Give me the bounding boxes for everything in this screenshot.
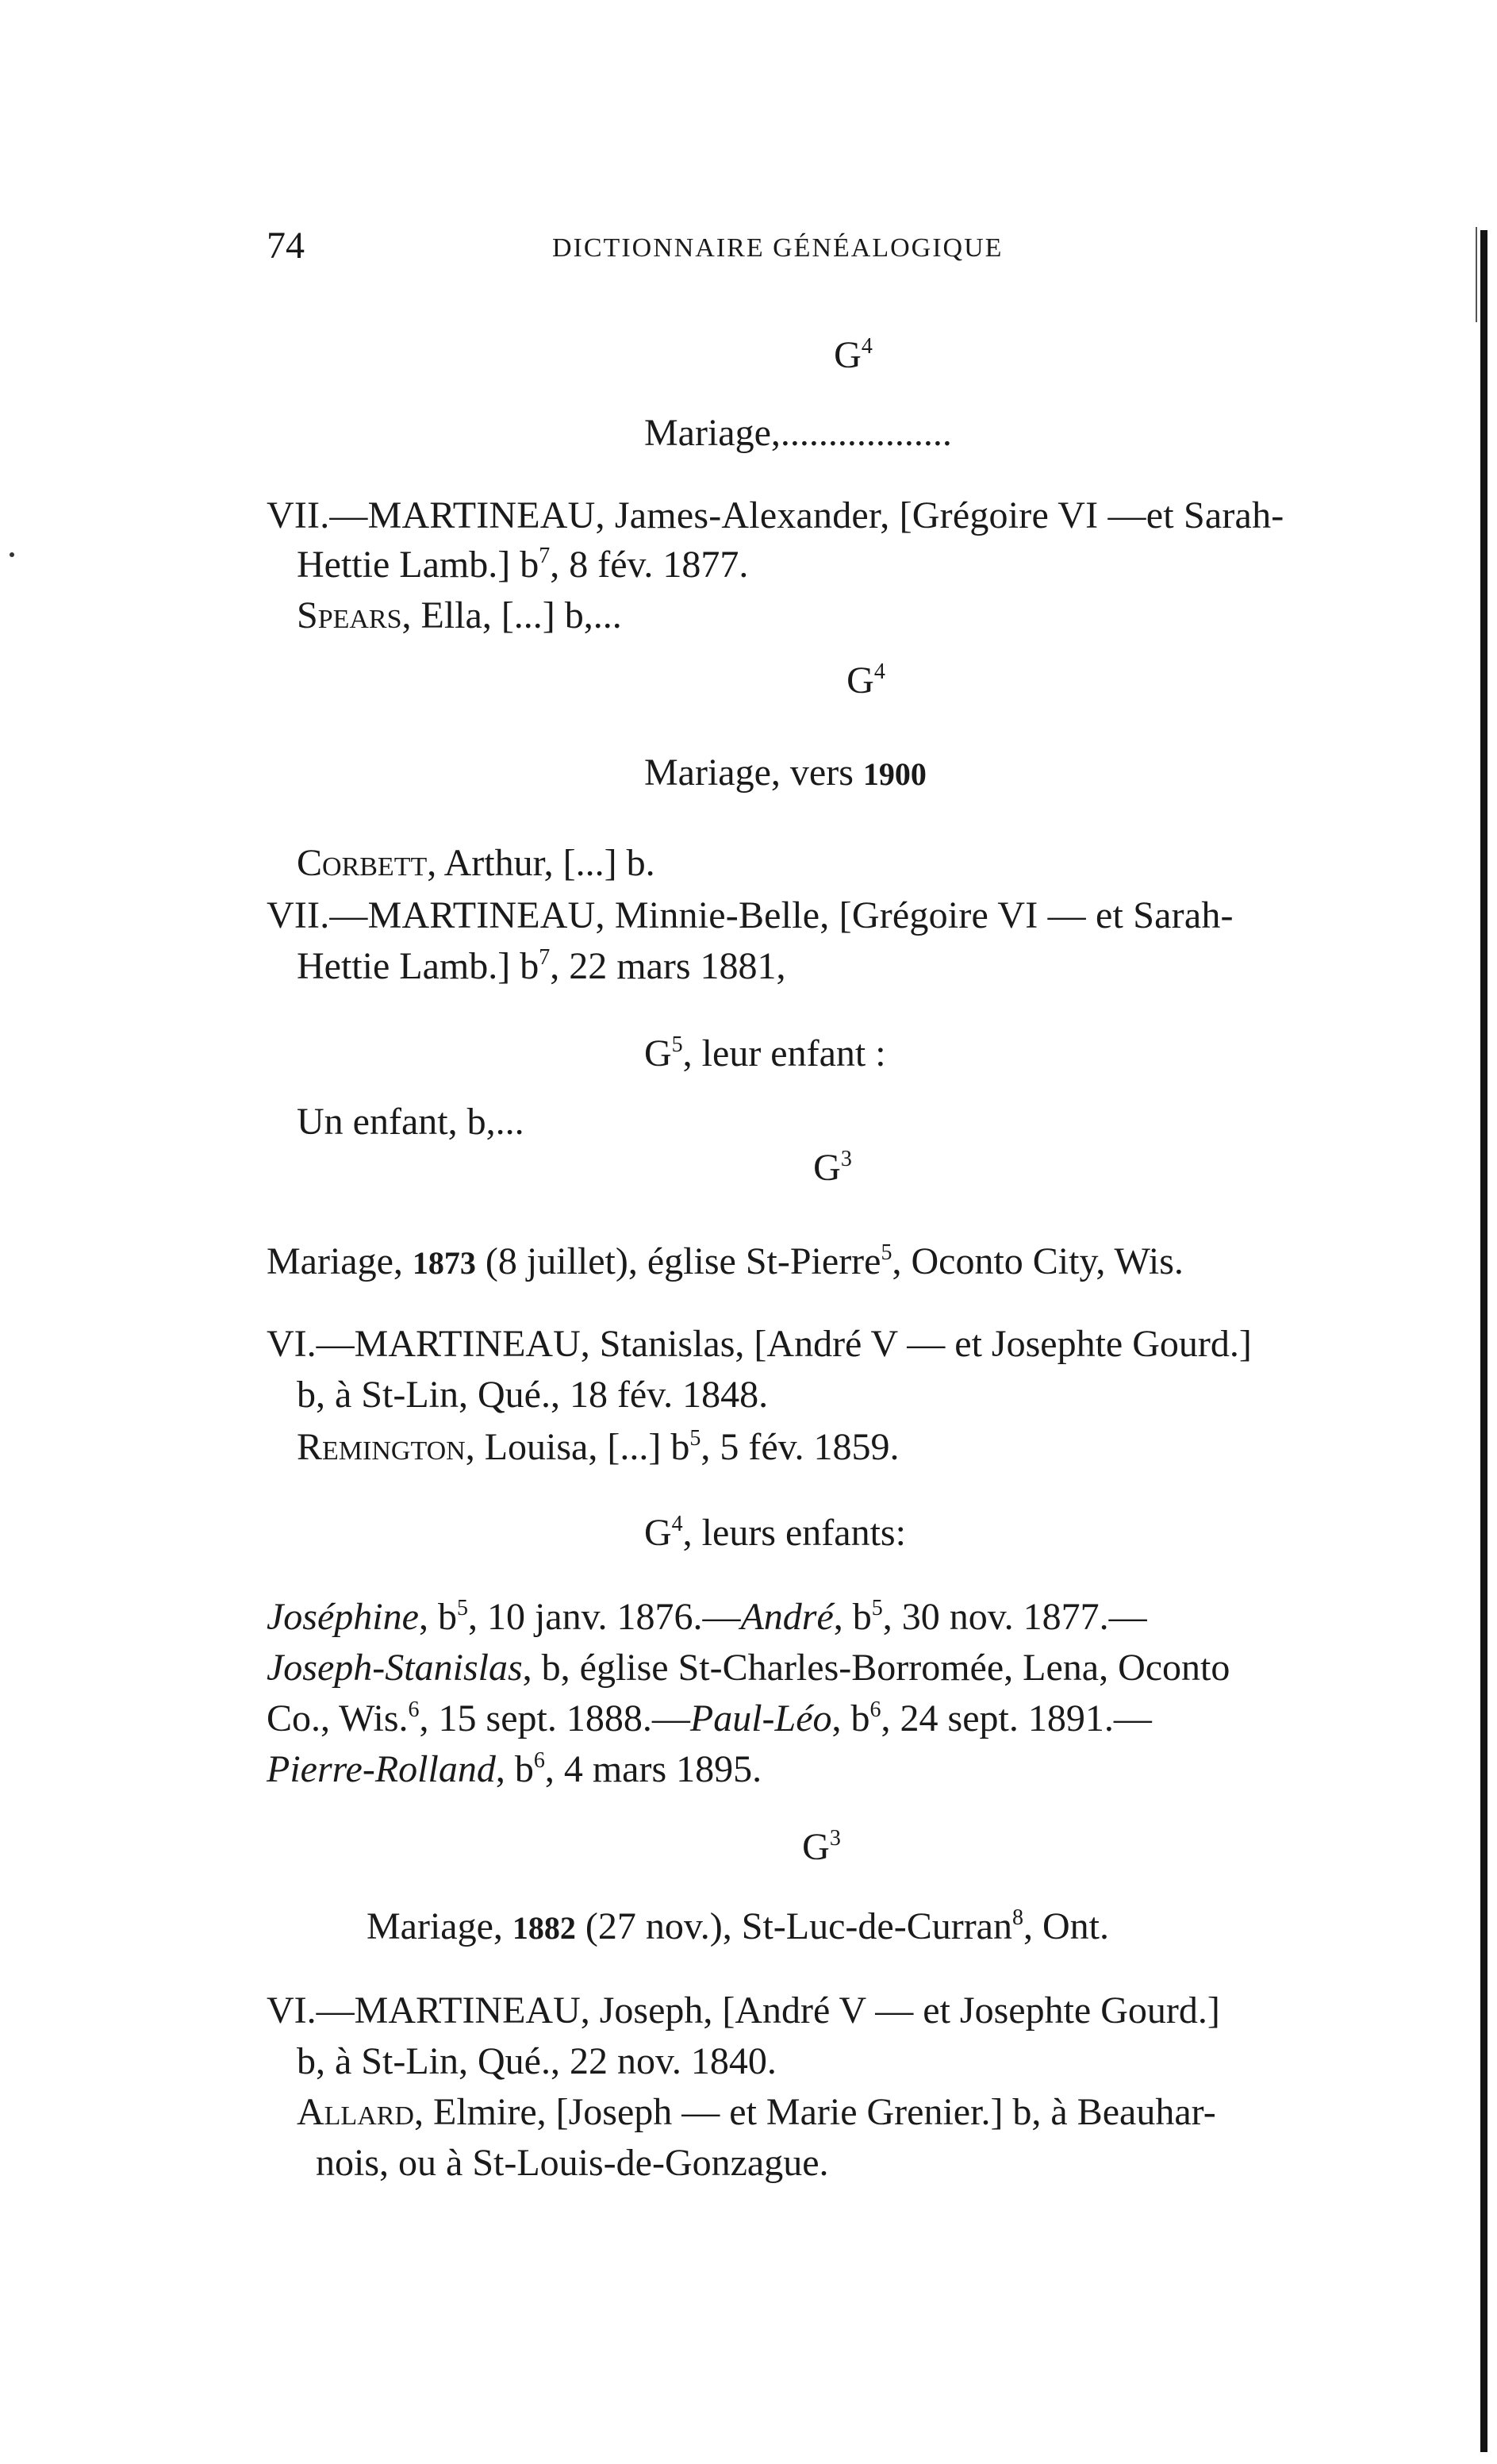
entry-line: Hettie Lamb.] $b^7$, 22 mars 1881, [297, 945, 786, 987]
spouse-line: Allard, Elmire, [Joseph — et Marie Grenier.] b, à Beauhar- [297, 2091, 1216, 2133]
children-line: Co., Wis.$^6$, 15 sept. 1888.—Paul-Léo, $b^6$, 24 sept. 1891.— [267, 1697, 1152, 1739]
running-head: DICTIONNAIRE GÉNÉALOGIQUE [552, 233, 1004, 263]
spouse-line: Spears, Ella, [...] b,... [297, 594, 622, 636]
entry-line: VII.—MARTINEAU, James-Alexander, [Grégoire VI —et Sarah- [267, 494, 1284, 536]
spouse-line: nois, ou à St-Louis-de-Gonzague. [316, 2142, 829, 2184]
children-line: Pierre-Rolland, $b^6$, 4 mars 1895. [267, 1748, 762, 1790]
entry-line: VI.—MARTINEAU, Joseph, [André V — et Josephte Gourd.] [267, 1989, 1220, 2032]
child-line: Un enfant, b,... [297, 1101, 524, 1143]
entry-line: Hettie Lamb.] $b^7$, 8 fév. 1877. [297, 544, 749, 586]
scan-speck [10, 552, 14, 557]
marriage-line: Mariage,.................. [644, 412, 952, 454]
generation-heading: $G^4$ [846, 659, 885, 702]
marriage-line: Mariage, 1882 (27 nov.), St-Luc-de-Curran$^8$, Ont. [367, 1905, 1109, 1947]
children-line: Joseph-Stanislas, b, église St-Charles-Borromée, Lena, Oconto [267, 1647, 1230, 1689]
generation-heading: $G^4$, leurs enfants: [644, 1512, 906, 1554]
spouse-line: Corbett, Arthur, [...] b. [297, 842, 655, 884]
marriage-line: Mariage, 1873 (8 juillet), église St-Pierre$^5$, Oconto City, Wis. [267, 1240, 1184, 1282]
entry-line: b, à St-Lin, Qué., 22 nov. 1840. [297, 2040, 777, 2082]
page-edge-shadow [1476, 227, 1477, 322]
generation-heading: $G^5$, leur enfant : [644, 1032, 886, 1074]
entry-line: b, à St-Lin, Qué., 18 fév. 1848. [297, 1374, 769, 1416]
entry-line: VII.—MARTINEAU, Minnie-Belle, [Grégoire VI — et Sarah- [267, 894, 1234, 936]
marriage-line: Mariage, vers 1900 [644, 752, 927, 794]
generation-heading: $G^3$ [813, 1147, 852, 1189]
generation-heading: $G^3$ [802, 1826, 841, 1868]
generation-heading: $G^4$ [834, 334, 873, 376]
page-header [267, 224, 1377, 271]
page-number: 74 [267, 225, 305, 267]
page-edge-binding [1480, 230, 1487, 2452]
children-line: Joséphine, $b^5$, 10 janv. 1876.—André, $b^5$, 30 nov. 1877.— [267, 1596, 1147, 1638]
spouse-line: Remington, Louisa, [...] $b^5$, 5 fév. 1859. [297, 1426, 900, 1468]
entry-line: VI.—MARTINEAU, Stanislas, [André V — et Josephte Gourd.] [267, 1323, 1252, 1365]
